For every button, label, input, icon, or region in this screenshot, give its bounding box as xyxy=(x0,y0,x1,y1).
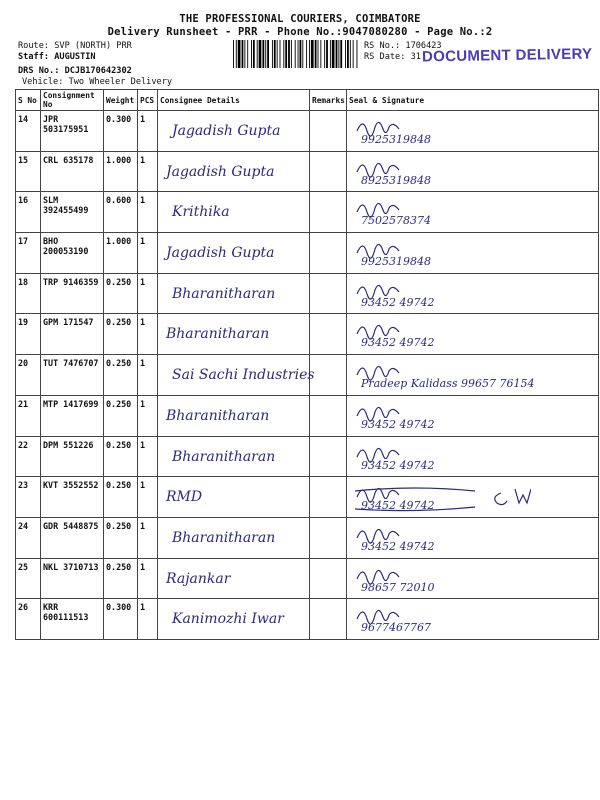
cell-signature xyxy=(347,436,599,477)
cell-consignee xyxy=(158,517,310,558)
cell-signature xyxy=(347,314,599,355)
cell-pcs: 1 xyxy=(138,314,158,355)
consignee-handwriting: Jagadish Gupta xyxy=(172,123,281,139)
consignee-handwriting: Bharanitharan xyxy=(172,529,276,546)
cell-sno: 16 xyxy=(16,192,41,233)
cell-signature xyxy=(347,477,599,518)
cell-remarks xyxy=(310,273,347,314)
cell-signature xyxy=(347,395,599,436)
cell-weight: 0.300 xyxy=(104,111,138,152)
cell-consignee xyxy=(158,436,310,477)
cell-weight: 0.300 xyxy=(104,599,138,640)
cell-pcs: 1 xyxy=(138,151,158,192)
cell-weight: 0.250 xyxy=(104,355,138,396)
cell-signature xyxy=(347,558,599,599)
signature-phone-number: 93452 49742 xyxy=(361,458,435,472)
signature-phone-number: 93452 49742 xyxy=(361,295,435,309)
cell-weight: 0.250 xyxy=(104,395,138,436)
table-header-row xyxy=(16,90,599,111)
document-delivery-stamp: DOCUMENT DELIVERY xyxy=(421,45,593,66)
cell-consignment: GDR 5448875 xyxy=(41,517,104,558)
cell-consignment: TUT 7476707 xyxy=(41,355,104,396)
cell-remarks xyxy=(310,151,347,192)
staff-label: Staff: AUGUSTIN xyxy=(18,52,96,62)
cell-pcs: 1 xyxy=(138,436,158,477)
cell-consignee xyxy=(158,599,310,640)
consignee-handwriting: Krithika xyxy=(172,204,230,221)
consignee-handwriting: Bharanitharan xyxy=(166,407,270,424)
cell-consignee xyxy=(158,558,310,599)
cell-sno: 17 xyxy=(16,233,41,274)
cell-weight: 0.600 xyxy=(104,192,138,233)
cell-consignee xyxy=(158,151,310,192)
cell-remarks xyxy=(310,233,347,274)
cell-weight: 0.250 xyxy=(104,517,138,558)
cell-remarks xyxy=(310,111,347,152)
cell-pcs: 1 xyxy=(138,558,158,599)
rs-date: RS Date: 31 xyxy=(364,52,421,62)
cell-consignee xyxy=(158,192,310,233)
cell-pcs: 1 xyxy=(138,477,158,518)
table-row xyxy=(16,355,599,396)
cell-sno: 14 xyxy=(16,111,41,152)
consignee-handwriting: Jagadish Gupta xyxy=(166,245,275,262)
consignee-handwriting: Kanimozhi Iwar xyxy=(172,611,284,628)
cell-signature xyxy=(347,517,599,558)
cell-remarks xyxy=(310,436,347,477)
drs-label: DRS No.: DCJB170642302 xyxy=(18,66,132,76)
cell-consignment: TRP 9146359 xyxy=(41,273,104,314)
consignee-handwriting: Rajankar xyxy=(166,570,231,587)
signature-phone-number: Pradeep Kalidass 99657 76154 xyxy=(361,377,535,391)
cell-consignee xyxy=(158,111,310,152)
cell-remarks xyxy=(310,558,347,599)
cell-consignment: NKL 3710713 xyxy=(41,558,104,599)
cell-signature xyxy=(347,355,599,396)
cell-pcs: 1 xyxy=(138,517,158,558)
cell-weight: 0.250 xyxy=(104,314,138,355)
consignee-handwriting: Sai Sachi Industries xyxy=(172,367,315,384)
cell-remarks xyxy=(310,395,347,436)
cell-sno: 26 xyxy=(16,599,41,640)
col-header-pcs: PCS xyxy=(138,90,158,111)
cell-remarks xyxy=(310,314,347,355)
signature-phone-number: 98657 72010 xyxy=(361,580,435,594)
cell-signature xyxy=(347,273,599,314)
col-header-weight: Weight xyxy=(104,90,138,111)
cell-sno: 24 xyxy=(16,517,41,558)
table-row xyxy=(16,273,599,314)
cell-consignment: SLM 392455499 xyxy=(41,192,104,233)
consignee-handwriting: Jagadish Gupta xyxy=(166,163,275,180)
cell-remarks xyxy=(310,477,347,518)
cell-consignee xyxy=(158,233,310,274)
table-row xyxy=(16,395,599,436)
cell-sno: 22 xyxy=(16,436,41,477)
cell-weight: 0.250 xyxy=(104,273,138,314)
cell-sno: 19 xyxy=(16,314,41,355)
cell-consignment: JPR 503175951 xyxy=(41,111,104,152)
cell-signature xyxy=(347,192,599,233)
cell-consignment: DPM 551226 xyxy=(41,436,104,477)
col-header-signature: Seal & Signature xyxy=(347,90,599,111)
cell-pcs: 1 xyxy=(138,111,158,152)
table-row xyxy=(16,233,599,274)
table-row xyxy=(16,599,599,640)
cell-sno: 25 xyxy=(16,558,41,599)
cell-weight: 0.250 xyxy=(104,477,138,518)
signature-phone-number: 9677467767 xyxy=(361,621,431,635)
signature-phone-number: 8925319848 xyxy=(361,173,431,187)
cell-consignment: GPM 171547 xyxy=(41,314,104,355)
rs-number: RS No.: 1706423 xyxy=(364,41,442,51)
table-row xyxy=(16,436,599,477)
cell-sno: 23 xyxy=(16,477,41,518)
cell-sno: 15 xyxy=(16,151,41,192)
cell-pcs: 1 xyxy=(138,192,158,233)
consignee-handwriting: Bharanitharan xyxy=(166,326,270,343)
signature-phone-number: 7502578374 xyxy=(361,214,431,228)
cell-signature xyxy=(347,233,599,274)
cell-remarks xyxy=(310,599,347,640)
cell-consignee xyxy=(158,395,310,436)
runsheet-table xyxy=(15,89,599,640)
consignee-handwriting: RMD xyxy=(166,489,203,506)
col-header-consignee: Consignee Details xyxy=(158,90,310,111)
table-row xyxy=(16,192,599,233)
vehicle-label: Vehicle: Two Wheeler Delivery xyxy=(22,77,173,87)
cell-weight: 0.250 xyxy=(104,558,138,599)
col-header-consignment: Consignment No xyxy=(41,90,104,111)
table-row xyxy=(16,558,599,599)
table-row xyxy=(16,314,599,355)
company-title: THE PROFESSIONAL COURIERS, COIMBATORE xyxy=(179,13,421,25)
cell-consignment: KRR 600111513 xyxy=(41,599,104,640)
cell-signature xyxy=(347,111,599,152)
table-row xyxy=(16,111,599,152)
cell-sno: 21 xyxy=(16,395,41,436)
cell-consignment: CRL 635178 xyxy=(41,151,104,192)
cell-consignee xyxy=(158,477,310,518)
consignee-handwriting: Bharanitharan xyxy=(172,285,276,302)
cell-remarks xyxy=(310,355,347,396)
cell-remarks xyxy=(310,517,347,558)
cell-consignee xyxy=(158,355,315,396)
cell-consignee xyxy=(158,314,310,355)
cell-consignment: KVT 3552552 xyxy=(41,477,104,518)
table-row xyxy=(16,151,599,192)
cell-weight: 0.250 xyxy=(104,436,138,477)
cell-pcs: 1 xyxy=(138,355,158,396)
signature-phone-number: 9925319848 xyxy=(361,133,431,146)
barcode-image xyxy=(233,40,358,68)
route-label: Route: SVP (NORTH) PRR xyxy=(18,41,132,51)
cell-pcs: 1 xyxy=(138,233,158,274)
cell-signature xyxy=(347,151,599,192)
cell-weight: 1.000 xyxy=(104,233,138,274)
cell-weight: 1.000 xyxy=(104,151,138,192)
cell-pcs: 1 xyxy=(138,599,158,640)
cell-remarks xyxy=(310,192,347,233)
cell-sno: 20 xyxy=(16,355,41,396)
consignee-handwriting: Bharanitharan xyxy=(172,448,276,465)
table-row xyxy=(16,517,599,558)
cell-signature xyxy=(347,599,599,640)
cell-pcs: 1 xyxy=(138,395,158,436)
runsheet-subtitle: Delivery Runsheet - PRR - Phone No.:9047080280 - Page No.:2 xyxy=(107,26,493,38)
cell-sno: 18 xyxy=(16,273,41,314)
cell-consignment: MTP 1417699 xyxy=(41,395,104,436)
cell-consignment: BHO 200053190 xyxy=(41,233,104,274)
col-header-sno: S No xyxy=(16,90,41,111)
cell-pcs: 1 xyxy=(138,273,158,314)
signature-phone-number: 93452 49742 xyxy=(361,539,435,553)
signature-phone-number: 93452 49742 xyxy=(361,417,435,431)
signature-phone-number: 93452 49742 xyxy=(361,499,435,513)
signature-phone-number: 93452 49742 xyxy=(361,336,435,350)
table-row xyxy=(16,477,599,518)
col-header-remarks: Remarks xyxy=(310,90,347,111)
signature-phone-number: 9925319848 xyxy=(361,255,431,269)
cell-consignee xyxy=(158,273,310,314)
